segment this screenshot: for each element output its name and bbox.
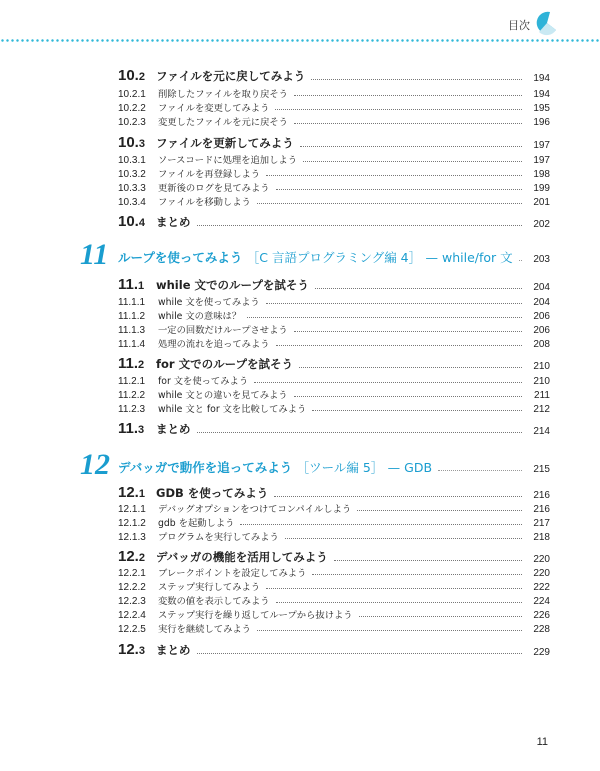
section-number: 12.2: [118, 548, 145, 565]
toc-subsection-11-2-1[interactable]: [118, 374, 550, 387]
section-title: GDB を使ってみよう: [156, 486, 269, 500]
subsection-title: 削除したファイルを取り戻そう: [158, 89, 288, 100]
subsection-title: ファイルを変更してみよう: [158, 103, 270, 114]
subsection-title: while 文を使ってみよう: [158, 297, 260, 308]
page-number: 218: [533, 532, 550, 543]
subsection-number: 12.1.1: [118, 504, 146, 515]
page-number: 197: [533, 155, 550, 166]
subsection-title: gdb を起動しよう: [158, 518, 235, 529]
toc-subsection-12-1-2[interactable]: [118, 516, 550, 529]
toc-subsection-12-1-1[interactable]: [118, 502, 550, 515]
toc-section-11-3[interactable]: [118, 419, 550, 437]
dot-leader: [257, 203, 522, 204]
chapter-number: 12: [80, 448, 110, 481]
header-dotted-rule: [0, 39, 600, 42]
page-number: 216: [533, 490, 550, 501]
subsection-number: 12.2.3: [118, 596, 146, 607]
page-number: 222: [533, 582, 550, 593]
toc-subsection-12-2-4[interactable]: [118, 608, 550, 621]
toc-section-11-1[interactable]: [118, 275, 550, 293]
page-number: 194: [533, 89, 550, 100]
toc-section-12-2[interactable]: [118, 547, 550, 565]
dot-leader: [300, 146, 522, 147]
toc-subsection-10-3-3[interactable]: [118, 181, 550, 194]
subsection-title: ファイルを再登録しよう: [158, 169, 261, 180]
subsection-title: デバッグオプションをつけてコンパイルしよう: [158, 504, 352, 515]
dot-leader: [359, 616, 522, 617]
subsection-title: 一定の回数だけループさせよう: [158, 325, 288, 336]
page-number: 228: [533, 624, 550, 635]
subsection-number: 12.2.2: [118, 582, 146, 593]
toc-chapter-11[interactable]: [80, 238, 550, 271]
toc-subsection-12-2-1[interactable]: [118, 566, 550, 579]
subsection-title: while 文との違いを見てみよう: [158, 390, 288, 401]
toc-section-10-4[interactable]: [118, 212, 550, 230]
dot-leader: [276, 189, 522, 190]
subsection-number: 12.2.1: [118, 568, 146, 579]
dot-leader: [334, 560, 522, 561]
toc-subsection-10-2-3[interactable]: [118, 115, 550, 128]
toc-subsection-10-3-2[interactable]: [118, 167, 550, 180]
page-number: 206: [533, 311, 550, 322]
dot-leader: [285, 538, 522, 539]
subsection-number: 12.1.3: [118, 532, 146, 543]
subsection-number: 12.2.5: [118, 624, 146, 635]
subsection-number: 10.2.1: [118, 89, 146, 100]
subsection-number: 10.2.2: [118, 103, 146, 114]
page-number: 217: [533, 518, 550, 529]
subsection-number: 12.1.2: [118, 518, 146, 529]
subsection-title: 処理の流れを追ってみよう: [158, 339, 270, 350]
page-number: 194: [533, 73, 550, 84]
subsection-number: 11.2.1: [118, 376, 146, 387]
section-title: for 文でのループを試そう: [156, 357, 294, 371]
dot-leader: [299, 367, 522, 368]
subsection-title: ファイルを移動しよう: [158, 197, 251, 208]
toc-subsection-12-1-3[interactable]: [118, 530, 550, 543]
dot-leader: [519, 260, 522, 261]
dot-leader: [257, 630, 522, 631]
toc-subsection-11-1-3[interactable]: [118, 323, 550, 336]
subsection-number: 10.2.3: [118, 117, 146, 128]
toc-subsection-12-2-2[interactable]: [118, 580, 550, 593]
section-number: 12.1: [118, 484, 145, 501]
toc-subsection-11-1-2[interactable]: [118, 309, 550, 322]
toc-subsection-10-3-1[interactable]: [118, 153, 550, 166]
subsection-title: プログラムを実行してみよう: [158, 532, 279, 543]
book-logo-icon: [533, 10, 557, 36]
subsection-number: 12.2.4: [118, 610, 146, 621]
dot-leader: [274, 496, 522, 497]
dot-leader: [266, 588, 522, 589]
page-number: 202: [533, 219, 550, 230]
dot-leader: [294, 331, 522, 332]
footer-page-number: 11: [536, 736, 548, 748]
dot-leader: [438, 470, 522, 471]
subsection-title: ステップ実行を繰り返してループから抜けよう: [158, 610, 353, 621]
subsection-title: while 文と for 文を比較してみよう: [158, 404, 307, 415]
section-title: ファイルを更新してみよう: [156, 136, 294, 150]
section-title: まとめ: [156, 643, 191, 657]
page-number: 206: [533, 325, 550, 336]
section-title: まとめ: [156, 422, 191, 436]
dot-leader: [357, 510, 522, 511]
page-number: 208: [533, 339, 550, 350]
dot-leader: [240, 524, 522, 525]
subsection-number: 11.1.3: [118, 325, 146, 336]
subsection-title: 変更したファイルを元に戻そう: [158, 117, 288, 128]
section-title: まとめ: [156, 215, 191, 229]
dot-leader: [294, 123, 522, 124]
dot-leader: [197, 432, 523, 433]
dot-leader: [294, 396, 522, 397]
page-number: 196: [533, 117, 550, 128]
page-number: 195: [533, 103, 550, 114]
toc-subsection-12-2-5[interactable]: [118, 622, 550, 635]
subsection-number: 10.3.3: [118, 183, 146, 194]
subsection-number: 10.3.1: [118, 155, 146, 166]
toc-subsection-11-1-1[interactable]: [118, 295, 550, 308]
dot-leader: [266, 175, 522, 176]
section-number: 12.3: [118, 641, 145, 658]
page-number: 220: [533, 554, 550, 565]
subsection-title: for 文を使ってみよう: [158, 376, 249, 387]
dot-leader: [247, 317, 522, 318]
toc-subsection-11-1-4[interactable]: [118, 337, 550, 350]
chapter-number: 11: [80, 238, 109, 271]
toc-subsection-11-2-3[interactable]: [118, 402, 550, 415]
section-number: 10.4: [118, 213, 145, 230]
chapter-title: デバッガで動作を追ってみよう ［ツール編 5］ — GDB: [118, 460, 433, 475]
dot-leader: [276, 602, 522, 603]
toc-subsection-10-2-1[interactable]: [118, 87, 550, 100]
page-number: 226: [533, 610, 550, 621]
page-number: 197: [533, 140, 550, 151]
subsection-title: ステップ実行してみよう: [158, 582, 261, 593]
dot-leader: [294, 95, 522, 96]
subsection-title: ブレークポイントを設定してみよう: [158, 568, 307, 579]
section-title: デバッガの機能を活用してみよう: [156, 550, 328, 564]
page-number: 212: [533, 404, 550, 415]
page-number: 216: [533, 504, 550, 515]
page-number: 215: [533, 464, 550, 475]
page-number: 203: [533, 254, 550, 265]
section-number: 11.2: [118, 355, 145, 372]
subsection-number: 10.3.2: [118, 169, 146, 180]
page-number: 201: [533, 197, 550, 208]
page-header: [0, 0, 600, 44]
page-number: 210: [533, 376, 550, 387]
chapter-title: ループを使ってみよう ［C 言語プログラミング編 4］ — while/for 文: [118, 250, 513, 265]
page-number: 229: [533, 647, 550, 658]
page-number: 224: [533, 596, 550, 607]
toc-subsection-10-2-2[interactable]: [118, 101, 550, 114]
toc-section-11-2[interactable]: [118, 354, 550, 372]
section-number: 11.3: [118, 420, 145, 437]
dot-leader: [275, 109, 522, 110]
subsection-number: 11.2.2: [118, 390, 146, 401]
dot-leader: [254, 382, 522, 383]
dot-leader: [311, 79, 522, 80]
page-number: 220: [533, 568, 550, 579]
section-title: ファイルを元に戻してみよう: [156, 69, 306, 83]
page-number: 211: [534, 390, 550, 401]
dot-leader: [312, 410, 522, 411]
subsection-number: 11.1.4: [118, 339, 146, 350]
page-number: 204: [533, 282, 550, 293]
toc-subsection-10-3-4[interactable]: [118, 195, 550, 208]
page-number: 214: [533, 426, 550, 437]
page-number: 210: [533, 361, 550, 372]
page-number: 204: [533, 297, 550, 308]
subsection-title: ソースコードに処理を追加しよう: [158, 155, 297, 166]
dot-leader: [303, 161, 522, 162]
subsection-title: 更新後のログを見てみよう: [158, 183, 270, 194]
subsection-number: 11.2.3: [118, 404, 146, 415]
toc-subsection-12-2-3[interactable]: [118, 594, 550, 607]
dot-leader: [276, 345, 522, 346]
dot-leader: [312, 574, 522, 575]
page-number: 198: [533, 169, 550, 180]
dot-leader: [266, 303, 522, 304]
subsection-title: while 文の意味は？: [158, 311, 242, 322]
toc-section-12-1[interactable]: [118, 483, 550, 501]
toc-section-12-3[interactable]: [118, 640, 550, 658]
section-number: 10.2: [118, 67, 145, 84]
toc-chapter-12[interactable]: [80, 448, 550, 481]
subsection-number: 10.3.4: [118, 197, 146, 208]
subsection-number: 11.1.1: [118, 297, 146, 308]
header-label: 目次: [508, 19, 530, 32]
subsection-number: 11.1.2: [118, 311, 146, 322]
subsection-title: 変数の値を表示してみよう: [158, 596, 270, 607]
dot-leader: [315, 288, 522, 289]
toc-subsection-11-2-2[interactable]: [118, 388, 550, 401]
section-number: 10.3: [118, 134, 145, 151]
dot-leader: [197, 225, 523, 226]
section-number: 11.1: [118, 276, 145, 293]
toc-section-10-2[interactable]: [118, 66, 550, 84]
toc-section-10-3[interactable]: [118, 133, 550, 151]
dot-leader: [197, 653, 523, 654]
subsection-title: 実行を継続してみよう: [158, 624, 251, 635]
page-number: 199: [533, 183, 550, 194]
section-title: while 文でのループを試そう: [156, 278, 309, 292]
